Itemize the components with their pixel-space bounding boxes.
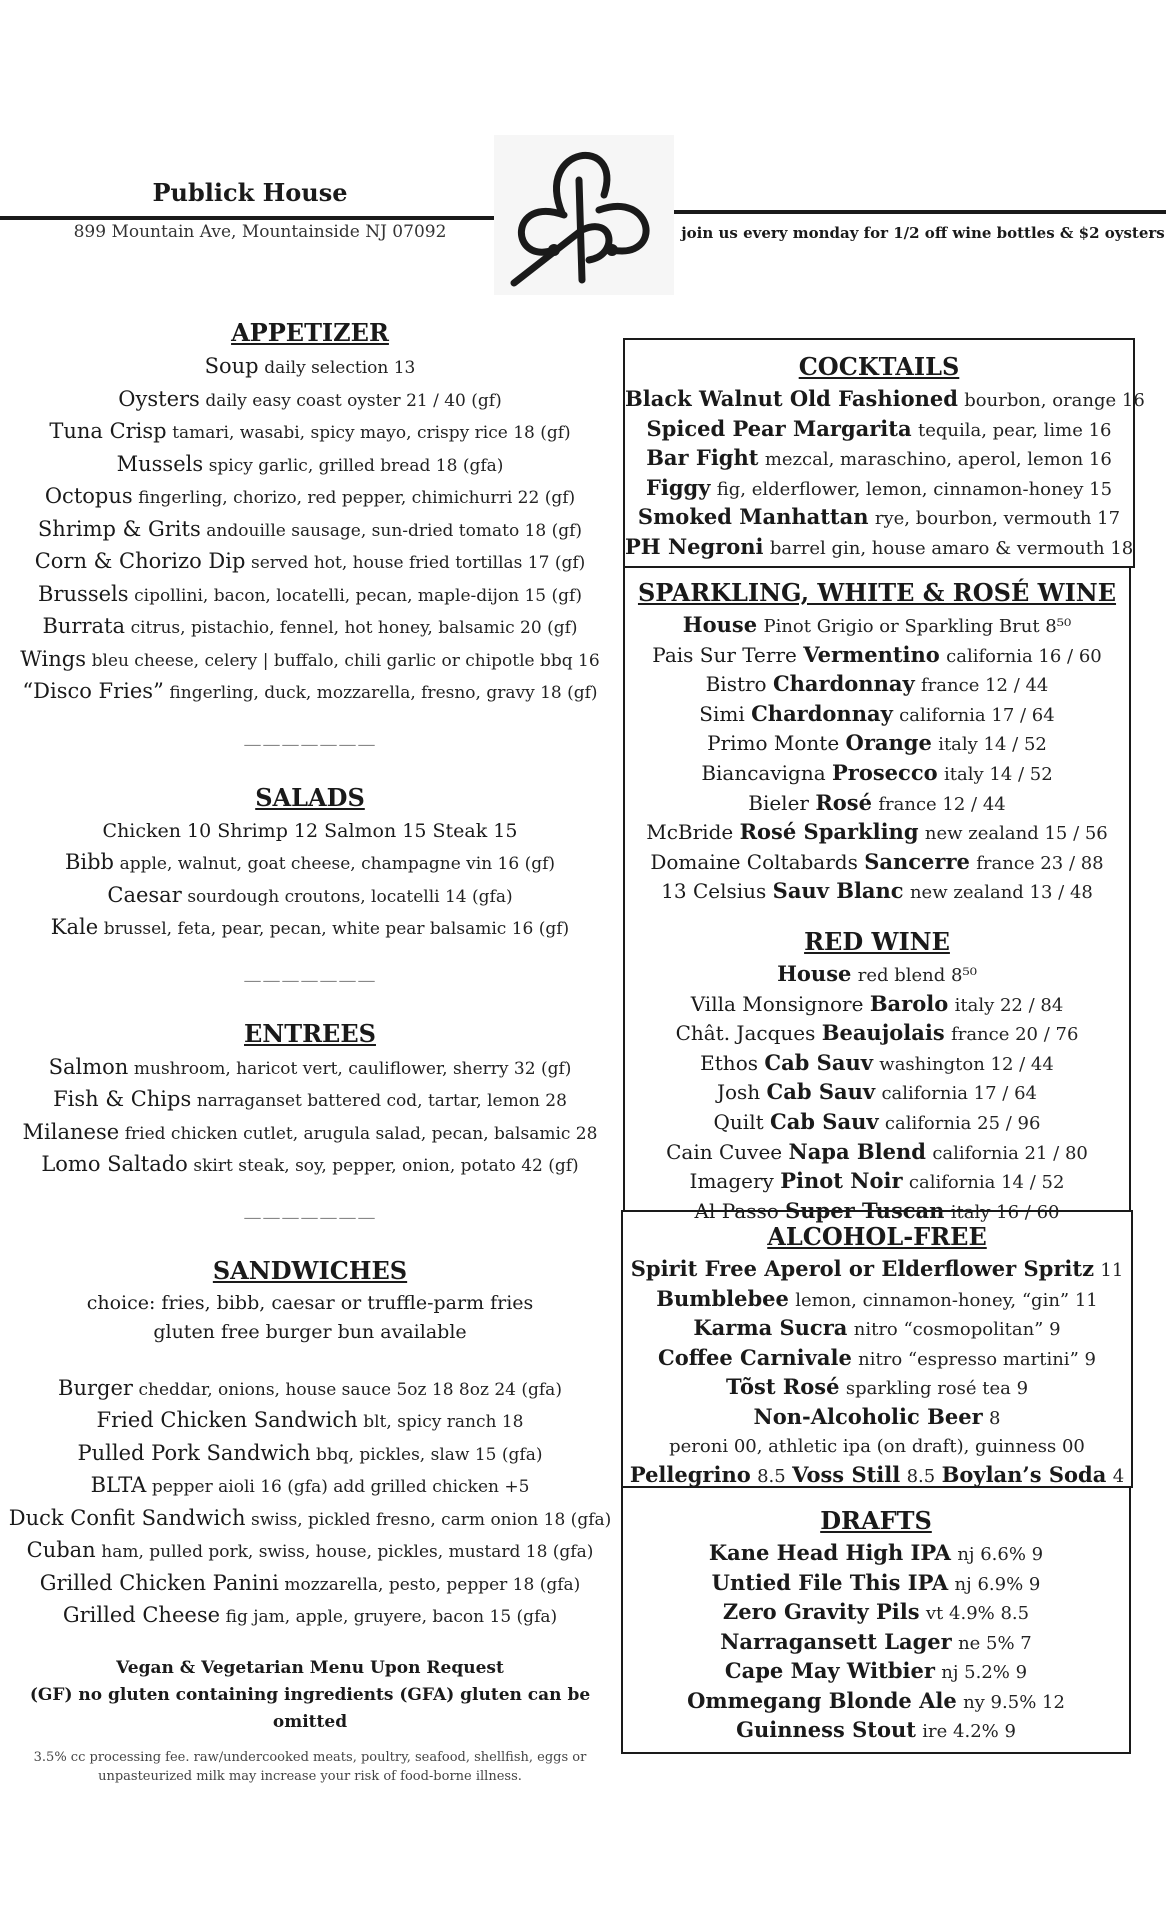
item-description: ire 4.2% 9 xyxy=(922,1721,1016,1742)
item-description: california 17 / 64 xyxy=(881,1083,1038,1105)
item-description: apple, walnut, goat cheese, champagne vin 16 (gf) xyxy=(119,854,556,874)
wine-item xyxy=(625,759,1129,789)
item-description: pepper aioli 16 (gfa) add grilled chicken +5 xyxy=(151,1477,530,1497)
alcohol-free-item xyxy=(623,1255,1131,1285)
wine-item xyxy=(625,670,1129,700)
item-description: fig, elderflower, lemon, cinnamon-honey 15 xyxy=(716,478,1113,500)
producer: Simi xyxy=(699,701,745,726)
cocktail-item xyxy=(625,533,1133,563)
item-description: nitro “cosmopolitan” 9 xyxy=(853,1319,1061,1340)
alcohol-free-title: ALCOHOL-FREE xyxy=(767,1222,987,1251)
menu-item xyxy=(0,1052,620,1085)
salad-addons: Chicken 10 Shrimp 12 Salmon 15 Steak 15 xyxy=(102,819,518,842)
wine-item xyxy=(625,1138,1129,1168)
wine-item xyxy=(625,700,1129,730)
menu-item xyxy=(0,880,620,913)
alcohol-free-item xyxy=(623,1373,1131,1403)
item-description: cipollini, bacon, locatelli, pecan, maple-dijon 15 (gf) xyxy=(134,585,582,606)
item-name: Prosecco xyxy=(832,759,938,785)
item-name: Black Walnut Old Fashioned xyxy=(625,386,958,411)
item-name: Kale xyxy=(50,915,99,939)
wine-item xyxy=(625,611,1129,641)
item-name: Caesar xyxy=(107,882,182,907)
sandwich-side-choice: choice: fries, bibb, caesar or truffle-parm fries xyxy=(86,1291,534,1314)
item-description: fig jam, apple, gruyere, bacon 15 (gfa) xyxy=(225,1607,558,1627)
alcohol-free-item xyxy=(623,1344,1131,1374)
item-description: mushroom, haricot vert, cauliflower, sherry 32 (gf) xyxy=(133,1058,572,1079)
soda-name: Boylan’s Soda xyxy=(941,1461,1107,1487)
item-name: Spiced Pear Margarita xyxy=(646,415,912,441)
soda-name: Voss Still xyxy=(792,1461,901,1487)
item-name: Vermentino xyxy=(803,641,940,667)
item-name: Rosé Sparkling xyxy=(739,819,919,845)
menu-item xyxy=(0,1503,620,1536)
item-description: italy 22 / 84 xyxy=(954,994,1064,1016)
item-name: House xyxy=(777,960,852,986)
item-name: Chardonnay xyxy=(772,671,915,697)
draft-item xyxy=(623,1539,1129,1569)
menu-item xyxy=(0,1149,620,1182)
item-description: vt 4.9% 8.5 xyxy=(925,1603,1030,1624)
item-description: nitro “espresso martini” 9 xyxy=(858,1348,1096,1370)
alcohol-free-item xyxy=(623,1314,1131,1344)
item-description: ham, pulled pork, swiss, house, pickles, mustard 18 (gfa) xyxy=(101,1542,594,1562)
menu-item xyxy=(0,1600,620,1633)
item-name: Brussels xyxy=(38,581,129,606)
item-description: fingerling, chorizo, red pepper, chimichurri 22 (gf) xyxy=(138,488,576,508)
menu-item xyxy=(0,514,620,547)
item-name: Guinness Stout xyxy=(736,1717,916,1742)
item-description: nj 6.9% 9 xyxy=(954,1573,1041,1595)
item-name: Sancerre xyxy=(864,848,970,874)
item-description: daily selection 13 xyxy=(264,358,416,378)
item-description: narraganset battered cod, tartar, lemon 28 xyxy=(196,1091,567,1111)
gluten-free-bun-note: gluten free burger bun available xyxy=(153,1320,467,1343)
item-name: Napa Blend xyxy=(788,1138,926,1164)
wine-item xyxy=(625,1078,1129,1108)
item-name: Untied File This IPA xyxy=(711,1569,949,1595)
item-description: blt, spicy ranch 18 xyxy=(363,1412,524,1432)
cocktails-title: COCKTAILS xyxy=(798,352,960,381)
item-name: Duck Confit Sandwich xyxy=(8,1505,246,1530)
wine-item xyxy=(625,729,1129,759)
gluten-legend: (GF) no gluten containing ingredients (GFA) gluten can be omitted xyxy=(29,1684,591,1732)
cocktail-item xyxy=(625,503,1133,533)
item-description: france 20 / 76 xyxy=(951,1024,1079,1046)
item-name: Barolo xyxy=(869,990,949,1016)
item-name: Fish & Chips xyxy=(53,1087,192,1111)
item-name: “Disco Fries” xyxy=(22,679,164,703)
item-name: Bibb xyxy=(64,850,114,874)
item-name: Cape May Witbier xyxy=(724,1658,935,1683)
item-name: Ommegang Blonde Ale xyxy=(687,1687,957,1713)
item-description: brussel, feta, pear, pecan, white pear balsamic 16 (gf) xyxy=(103,919,570,939)
item-description: sourdough croutons, locatelli 14 (gfa) xyxy=(187,886,513,907)
item-description: california 14 / 52 xyxy=(908,1172,1065,1194)
fee-disclaimer-line1: 3.5% cc processing fee. raw/undercooked meats, poultry, seafood, shellfish, eggs or xyxy=(33,1749,587,1765)
item-description: red blend 8⁵⁰ xyxy=(857,964,977,986)
entrees-title: ENTREES xyxy=(244,1018,376,1048)
menu-item xyxy=(0,416,620,449)
item-description: nj 5.2% 9 xyxy=(941,1662,1028,1683)
item-name: Smoked Manhattan xyxy=(637,504,869,529)
sandwiches-list xyxy=(0,1373,620,1633)
item-description: ne 5% 7 xyxy=(958,1632,1032,1654)
wine-item xyxy=(625,990,1129,1020)
section-divider: ——————— xyxy=(243,1206,377,1228)
producer: Quilt xyxy=(713,1109,764,1134)
draft-item xyxy=(623,1716,1129,1746)
item-name: Figgy xyxy=(645,474,711,500)
item-description: france 12 / 44 xyxy=(921,675,1049,697)
item-description: spicy garlic, grilled bread 18 (gfa) xyxy=(208,455,504,476)
menu-item xyxy=(0,1084,620,1117)
item-description: nj 6.6% 9 xyxy=(957,1544,1044,1565)
item-description: ny 9.5% 12 xyxy=(963,1691,1065,1713)
item-name: Pinot Noir xyxy=(780,1168,903,1194)
red-wine-title: RED WINE xyxy=(804,926,950,956)
wine-item xyxy=(625,960,1129,990)
item-description: italy 16 / 60 xyxy=(950,1201,1060,1223)
white-wine-title: SPARKLING, WHITE & ROSÉ WINE xyxy=(637,578,1117,607)
appetizer-list xyxy=(0,351,620,709)
item-description: lemon, cinnamon-honey, “gin” 11 xyxy=(795,1289,1098,1311)
producer: Bistro xyxy=(705,672,767,697)
producer: Pais Sur Terre xyxy=(652,642,797,667)
cocktail-item xyxy=(625,444,1133,474)
wine-item xyxy=(625,1167,1129,1197)
food-menu xyxy=(0,318,620,1786)
item-name: Grilled Cheese xyxy=(62,1603,221,1627)
item-name: Burrata xyxy=(42,614,125,638)
item-name: Mussels xyxy=(116,451,204,476)
item-name: Shrimp & Grits xyxy=(37,516,201,541)
item-name: Fried Chicken Sandwich xyxy=(96,1408,358,1432)
item-name: Sauv Blanc xyxy=(772,878,904,904)
salads-list xyxy=(0,847,620,945)
item-name: Chardonnay xyxy=(751,700,893,726)
item-description: Pinot Grigio or Sparkling Brut 8⁵⁰ xyxy=(763,616,1072,637)
item-name: Corn & Chorizo Dip xyxy=(34,549,246,573)
item-name: Cab Sauv xyxy=(766,1079,876,1105)
soda-price: 4 xyxy=(1112,1465,1125,1487)
item-description: sparkling rosé tea 9 xyxy=(845,1378,1029,1399)
menu-item xyxy=(0,1470,620,1503)
item-description: fried chicken cutlet, arugula salad, pecan, balsamic 28 xyxy=(124,1123,598,1144)
producer: Imagery xyxy=(689,1169,774,1194)
na-beer-list: peroni 00, athletic ipa (on draft), guinness 00 xyxy=(669,1436,1085,1457)
header-rule-right xyxy=(672,210,1166,214)
producer: Al Passo xyxy=(694,1198,779,1223)
draft-item xyxy=(623,1657,1129,1687)
item-description: mezcal, maraschino, aperol, lemon 16 xyxy=(764,449,1112,470)
item-name: BLTA xyxy=(90,1473,147,1497)
header-rule-left xyxy=(0,216,494,220)
item-description: 8 xyxy=(989,1407,1001,1429)
wine-item xyxy=(625,848,1129,878)
item-name: Burger xyxy=(58,1375,133,1400)
draft-item xyxy=(623,1687,1129,1717)
alcohol-free-item xyxy=(623,1403,1131,1433)
item-description: fingerling, duck, mozzarella, fresno, gravy 18 (gf) xyxy=(169,683,598,703)
menu-item xyxy=(0,1405,620,1438)
item-name: Non-Alcoholic Beer xyxy=(753,1403,983,1429)
item-name: Cab Sauv xyxy=(764,1049,873,1075)
item-name: Pulled Pork Sandwich xyxy=(77,1440,311,1465)
item-description: served hot, house fried tortillas 17 (gf) xyxy=(250,553,586,573)
item-name: Soup xyxy=(204,354,259,378)
item-description: california 21 / 80 xyxy=(932,1142,1088,1164)
soda-price: 8.5 xyxy=(757,1465,786,1487)
menu-item xyxy=(0,1535,620,1568)
item-name: Cuban xyxy=(26,1538,96,1562)
item-description: bleu cheese, celery | buffalo, chili garlic or chipotle bbq 16 xyxy=(91,650,600,671)
monday-promo: join us every monday for 1/2 off wine bottles & $2 oysters xyxy=(681,224,1165,242)
item-name: Tõst Rosé xyxy=(725,1374,840,1399)
wine-item xyxy=(625,789,1129,819)
soda-name: Pellegrino xyxy=(629,1461,751,1487)
item-description: mozzarella, pesto, pepper 18 (gfa) xyxy=(284,1574,581,1595)
item-description: italy 14 / 52 xyxy=(938,734,1047,756)
item-description: bourbon, orange 16 xyxy=(964,390,1145,411)
item-name: Grilled Chicken Panini xyxy=(39,1570,279,1595)
wine-item xyxy=(625,1108,1129,1138)
item-description: france 23 / 88 xyxy=(976,852,1104,874)
item-description: tamari, wasabi, spicy mayo, crispy rice 18 (gf) xyxy=(172,423,571,443)
draft-item xyxy=(623,1598,1129,1628)
menu-item xyxy=(0,847,620,880)
wine-item xyxy=(625,641,1129,671)
item-name: Super Tuscan xyxy=(785,1197,945,1223)
draft-item xyxy=(623,1569,1129,1599)
cocktail-item xyxy=(625,474,1133,504)
cocktail-item xyxy=(625,385,1145,415)
item-name: Coffee Carnivale xyxy=(658,1344,852,1370)
publick-house-logo xyxy=(494,135,674,295)
menu-item xyxy=(0,1373,620,1406)
menu-item xyxy=(0,1438,620,1471)
item-description: skirt steak, soy, pepper, onion, potato 42 (gf) xyxy=(193,1156,579,1176)
venue-name: Publick House xyxy=(152,178,348,207)
item-name: Salmon xyxy=(48,1054,129,1079)
item-name: Zero Gravity Pils xyxy=(722,1599,920,1624)
drafts-title: DRAFTS xyxy=(820,1506,932,1535)
item-name: Spirit Free Aperol or Elderflower Spritz xyxy=(630,1256,1095,1281)
white-wine-list xyxy=(625,611,1129,907)
alcohol-free-list xyxy=(623,1255,1131,1432)
menu-item xyxy=(0,912,620,945)
item-description: tequila, pear, lime 16 xyxy=(917,419,1112,441)
item-name: Octopus xyxy=(44,484,133,508)
producer: Bieler xyxy=(748,790,809,815)
menu-item xyxy=(0,481,620,514)
item-description: daily easy coast oyster 21 / 40 (gf) xyxy=(205,390,502,411)
item-description: new zealand 13 / 48 xyxy=(909,882,1093,904)
producer: Cain Cuvee xyxy=(666,1139,783,1164)
item-description: cheddar, onions, house sauce 5oz 18 8oz 24 (gfa) xyxy=(138,1379,562,1400)
item-name: Milanese xyxy=(22,1119,120,1144)
item-name: Cab Sauv xyxy=(769,1108,879,1134)
item-name: Rosé xyxy=(815,789,872,815)
item-description: italy 14 / 52 xyxy=(944,763,1053,785)
item-name: Wings xyxy=(20,646,86,671)
item-name: Beaujolais xyxy=(821,1020,945,1046)
item-description: california 17 / 64 xyxy=(899,704,1055,726)
producer: McBride xyxy=(646,820,734,845)
section-divider: ——————— xyxy=(243,733,377,755)
venue-address: 899 Mountain Ave, Mountainside NJ 07092 xyxy=(73,222,447,242)
producer: Ethos xyxy=(700,1050,758,1075)
producer: Chât. Jacques xyxy=(675,1021,816,1046)
menu-item xyxy=(0,1117,620,1150)
soda-price: 8.5 xyxy=(906,1465,936,1487)
item-description: 11 xyxy=(1100,1260,1124,1281)
item-name: Lomo Saltado xyxy=(41,1152,188,1176)
appetizer-title: APPETIZER xyxy=(231,318,389,347)
producer: Biancavigna xyxy=(701,760,826,785)
item-name: Karma Sucra xyxy=(693,1315,848,1340)
item-description: bbq, pickles, slaw 15 (gfa) xyxy=(315,1444,543,1465)
item-name: Bumblebee xyxy=(656,1285,789,1311)
red-wine-list xyxy=(625,960,1129,1226)
item-description: france 12 / 44 xyxy=(878,793,1006,815)
menu-item xyxy=(0,449,620,482)
item-description: barrel gin, house amaro & vermouth 18 xyxy=(769,537,1134,559)
menu-item xyxy=(0,1568,620,1601)
producer: Primo Monte xyxy=(707,731,840,756)
cocktails-list xyxy=(625,385,1145,562)
section-divider: ——————— xyxy=(243,969,377,991)
draft-item xyxy=(623,1628,1129,1658)
menu-item xyxy=(0,384,620,417)
producer: Domaine Coltabards xyxy=(650,849,858,874)
producer: Villa Monsignore xyxy=(690,991,864,1016)
salads-title: SALADS xyxy=(255,782,365,812)
alcohol-free-box xyxy=(621,1210,1133,1488)
fee-disclaimer-line2: unpasteurized milk may increase your risk of food-borne illness. xyxy=(98,1768,522,1784)
item-name: Orange xyxy=(845,730,932,756)
entrees-list xyxy=(0,1052,620,1182)
wine-item xyxy=(625,1049,1129,1079)
cocktail-item xyxy=(625,415,1133,445)
item-description: andouille sausage, sun-dried tomato 18 (gf) xyxy=(206,520,583,541)
vegan-note: Vegan & Vegetarian Menu Upon Request xyxy=(116,1657,504,1678)
producer: Josh xyxy=(716,1080,761,1105)
menu-item xyxy=(0,644,620,677)
item-description: washington 12 / 44 xyxy=(879,1053,1054,1075)
alcohol-free-item xyxy=(623,1285,1131,1315)
item-name: PH Negroni xyxy=(625,533,764,559)
producer: 13 Celsius xyxy=(661,879,767,904)
item-description: swiss, pickled fresno, carm onion 18 (gfa) xyxy=(251,1509,612,1530)
menu-item xyxy=(0,546,620,579)
wine-box xyxy=(623,566,1131,1223)
menu-item xyxy=(0,579,620,612)
item-name: Kane Head High IPA xyxy=(708,1540,951,1565)
item-description: new zealand 15 / 56 xyxy=(924,823,1108,845)
item-description: rye, bourbon, vermouth 17 xyxy=(874,508,1121,529)
menu-item xyxy=(0,351,620,384)
cocktails-box xyxy=(623,338,1145,568)
item-description: citrus, pistachio, fennel, hot honey, balsamic 20 (gf) xyxy=(130,618,578,638)
drafts-list xyxy=(623,1539,1129,1746)
item-name: Bar Fight xyxy=(646,445,759,470)
item-description: california 25 / 96 xyxy=(884,1112,1041,1134)
item-name: House xyxy=(682,612,758,637)
item-name: Oysters xyxy=(118,386,200,411)
wine-item xyxy=(625,818,1129,848)
item-name: Tuna Crisp xyxy=(49,419,167,443)
drafts-box xyxy=(621,1486,1131,1754)
item-description: california 16 / 60 xyxy=(946,645,1102,667)
item-name: Narragansett Lager xyxy=(720,1628,952,1654)
sandwiches-title: SANDWICHES xyxy=(212,1255,408,1285)
menu-item xyxy=(0,676,620,709)
wine-item xyxy=(625,877,1129,907)
wine-item xyxy=(625,1019,1129,1049)
menu-item xyxy=(0,611,620,644)
